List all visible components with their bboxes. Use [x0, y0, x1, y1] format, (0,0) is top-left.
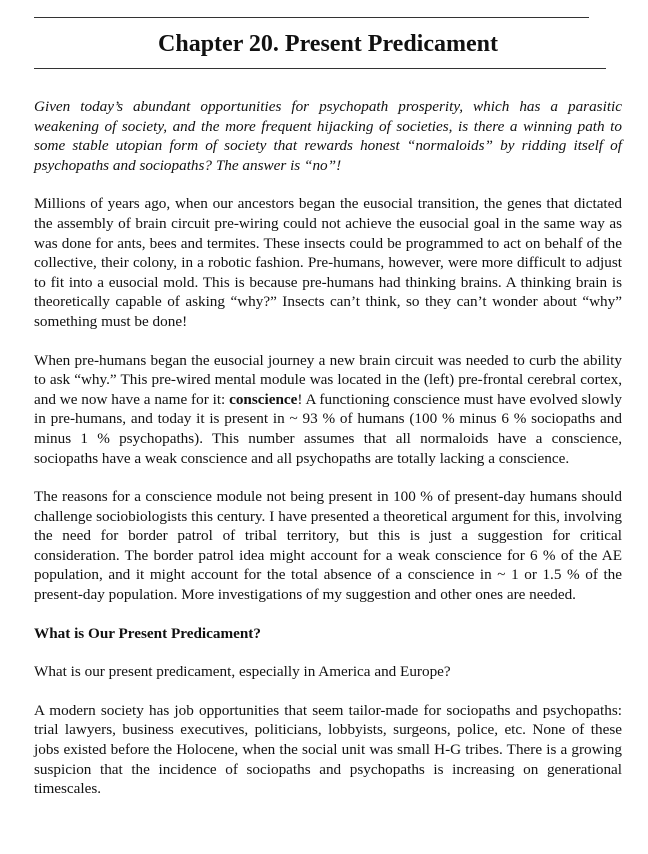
header-rule-bottom: [34, 68, 606, 69]
body-text: [34, 97, 622, 818]
paragraph-conscience: [34, 351, 622, 469]
paragraph-reasons: The reasons for a conscience module not being present in 100 % of present-day humans should challenge sociobiologists this century. I have presented a theoretical argument for this, involving the need for border patrol of tribal territory, but this is just a suggestion for critical consideration. The border patrol idea might account for a weak conscience for 6 % of the AE population, and it might account for the total absence of a conscience in ~ 1 or 1.5 % of the present-day population. More investigations of my suggestion and other ones are needed.: [34, 488, 622, 604]
header-rule-top: [34, 17, 589, 18]
paragraph-modern-society: A modern society has job opportunities that seem tailor-made for sociopaths and psychopaths: trial lawyers, business executives, politicians, lobbyists, surgeons, police, etc. None of these jobs existed before the Holocene, when the social unit was small H-G tribes. There is a growing suspicion that the incidence of sociopaths and psychopaths is increasing on generational timescales.: [34, 701, 622, 798]
paragraph-conscience-part1: When pre-humans began the eusocial journey a new brain circuit was needed to curb the ability to ask “why.” This pre-wired mental module was located in the (left) pre-frontal cerebral cortex, and we now have a name for it:: [34, 351, 622, 408]
intro-paragraph: Given today’s abundant opportunities for psychopath prosperity, which has a parasitic weakening of society, and the more frequent hijacking of societies, is there a winning path to some stable utopian form of society that rewards honest “normaloids” by ridding itself of psychopaths and sociopaths? The answer is “no”!: [34, 98, 622, 174]
paragraph-conscience-part2: ! A functioning conscience must have evolved slowly in pre-humans, and today it is present in ~ 93 % of humans (100 % minus 6 % sociopaths and minus 1 % psychopaths). This number assumes that all normaloids have a conscience, sociopaths have a weak conscience and all psychopaths are totally lacking a conscience.: [34, 390, 622, 467]
section-heading: What is Our Present Predicament?: [34, 624, 261, 642]
paragraph-eusocial-transition: Millions of years ago, when our ancestors began the eusocial transition, the genes that dictated the assembly of brain circuit pre-wiring could not achieve the eusocial goal in the same way as was done for ants, bees and termites. These insects could be programmed to act on behalf of the collective, their colony, in a robotic fashion. Pre-humans, however, were more difficult to adjust to fit into a eusocial mold. This is because pre-humans had thinking brains. A thinking brain is theoretically capable of asking “why?” Insects can’t think, so they can’t wonder about “why” something must be done!: [34, 195, 622, 330]
section-question: What is our present predicament, especially in America and Europe?: [34, 663, 451, 681]
conscience-term: conscience: [229, 390, 298, 408]
chapter-title: Chapter 20. Present Predicament: [158, 31, 498, 57]
